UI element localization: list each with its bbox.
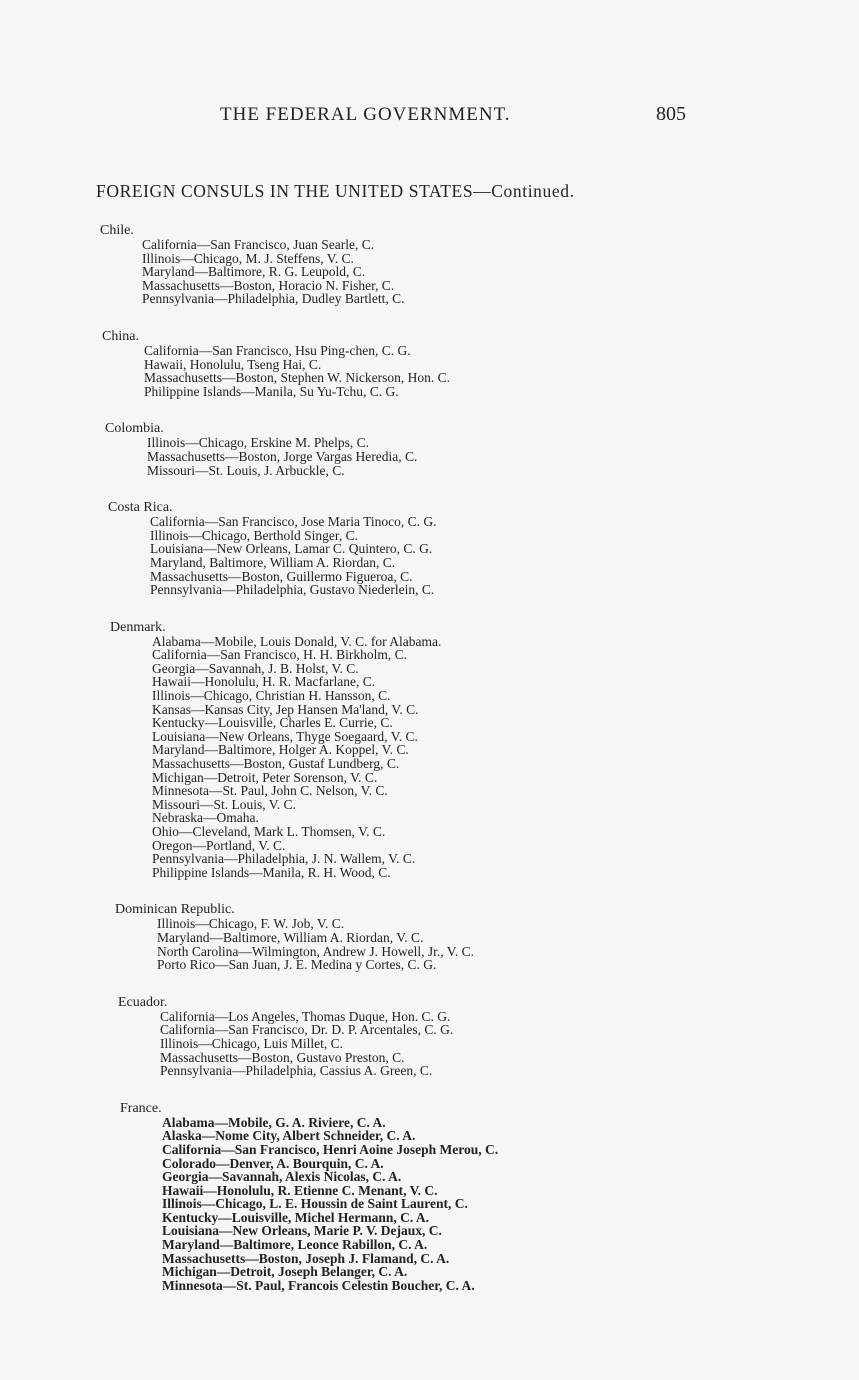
consul-entry: Illinois—Chicago, L. E. Houssin de Saint Laurent, C. bbox=[162, 1196, 468, 1212]
consul-entry: Illinois—Chicago, F. W. Job, V. C. bbox=[157, 916, 345, 932]
consul-entry: Minnesota—St. Paul, John C. Nelson, V. C. bbox=[152, 783, 388, 799]
consul-entry: Pennsylvania—Philadelphia, Dudley Bartlett, C. bbox=[142, 291, 405, 307]
consul-entry: Minnesota—St. Paul, Francois Celestin Boucher, C. A. bbox=[162, 1277, 475, 1293]
consul-entry: Missouri—St. Louis, V. C. bbox=[152, 796, 296, 812]
consul-entry: Philippine Islands—Manila, R. H. Wood, C. bbox=[152, 864, 391, 880]
consul-list bbox=[115, 917, 738, 971]
consul-entry: Illinois—Chicago, M. J. Steffens, V. C. bbox=[142, 250, 354, 266]
country-name: France. bbox=[120, 1100, 162, 1116]
country-name: China. bbox=[102, 328, 139, 344]
consul-listing bbox=[98, 224, 738, 1316]
consul-entry: Alaska—Nome City, Albert Schneider, C. A. bbox=[162, 1128, 416, 1144]
consul-entry: California—San Francisco, Dr. D. P. Arcentales, C. G. bbox=[160, 1022, 454, 1038]
consul-entry: Missouri—St. Louis, J. Arbuckle, C. bbox=[147, 462, 345, 478]
consul-entry: Hawaii, Honolulu, Tseng Hai, C. bbox=[144, 356, 322, 372]
consul-entry: California—San Francisco, H. H. Birkholm, C. bbox=[152, 647, 407, 663]
consul-entry: Alabama—Mobile, G. A. Riviere, C. A. bbox=[162, 1114, 386, 1130]
consul-entry: Massachusetts—Boston, Guillermo Figueroa, C. bbox=[150, 568, 413, 584]
consul-list bbox=[108, 515, 738, 597]
consul-entry: Louisiana—New Orleans, Lamar C. Quintero, C. G. bbox=[150, 541, 433, 557]
consul-entry: Massachusetts—Boston, Horacio N. Fisher, C. bbox=[142, 277, 395, 293]
consul-entry: Maryland, Baltimore, William A. Riordan, C. bbox=[150, 554, 396, 570]
consul-entry: Massachusetts—Boston, Stephen W. Nickerson, Hon. C. bbox=[144, 370, 450, 386]
country-name: Costa Rica. bbox=[108, 500, 173, 516]
consul-entry: Philippine Islands—Manila, Su Yu-Tchu, C. G. bbox=[144, 383, 399, 399]
consul-entry: Pennsylvania—Philadelphia, Gustavo Niederlein, C. bbox=[150, 582, 435, 598]
country-name: Dominican Republic. bbox=[115, 902, 235, 918]
consul-entry: Illinois—Chicago, Erskine M. Phelps, C. bbox=[147, 435, 369, 451]
consul-entry: Michigan—Detroit, Joseph Belanger, C. A. bbox=[162, 1264, 408, 1280]
consul-entry: Colorado—Denver, A. Bourquin, C. A. bbox=[162, 1155, 384, 1171]
country-block bbox=[102, 330, 738, 398]
country-block bbox=[120, 1102, 738, 1293]
consul-entry: Illinois—Chicago, Christian H. Hansson, C. bbox=[152, 688, 391, 704]
consul-entry: Kentucky—Louisville, Charles E. Currie, C. bbox=[152, 715, 393, 731]
consul-entry: Hawaii—Honolulu, R. Etienne C. Menant, V. C. bbox=[162, 1182, 438, 1198]
section-title: FOREIGN CONSULS IN THE UNITED STATES—Continued. bbox=[96, 181, 575, 201]
consul-entry: Pennsylvania—Philadelphia, Cassius A. Green, C. bbox=[160, 1063, 433, 1079]
consul-entry: Hawaii—Honolulu, H. R. Macfarlane, C. bbox=[152, 674, 376, 690]
country-block bbox=[108, 501, 738, 597]
consul-entry: Illinois—Chicago, Luis Millet, C. bbox=[160, 1035, 343, 1051]
consul-entry: Porto Rico—San Juan, J. E. Medina y Cortes, C. G. bbox=[157, 957, 437, 973]
page-number: 805 bbox=[656, 103, 686, 125]
consul-entry: North Carolina—Wilmington, Andrew J. Howell, Jr., V. C. bbox=[157, 943, 474, 959]
consul-entry: Massachusetts—Boston, Gustavo Preston, C. bbox=[160, 1049, 405, 1065]
country-block bbox=[100, 224, 738, 306]
consul-entry: California—San Francisco, Juan Searle, C. bbox=[142, 237, 375, 252]
consul-entry: Massachusetts—Boston, Gustaf Lundberg, C. bbox=[152, 756, 400, 772]
consul-entry: Illinois—Chicago, Berthold Singer, C. bbox=[150, 527, 358, 543]
consul-entry: Maryland—Baltimore, R. G. Leupold, C. bbox=[142, 264, 366, 280]
consul-entry: Kansas—Kansas City, Jep Hansen Ma'land, V. C. bbox=[152, 701, 419, 717]
consul-entry: Michigan—Detroit, Peter Sorenson, V. C. bbox=[152, 769, 378, 785]
country-name: Denmark. bbox=[110, 619, 166, 635]
consul-entry: Georgia—Savannah, Alexis Nicolas, C. A. bbox=[162, 1169, 402, 1185]
consul-entry: Pennsylvania—Philadelphia, J. N. Wallem, V. C. bbox=[152, 851, 416, 867]
consul-list bbox=[118, 1010, 738, 1078]
country-block bbox=[115, 903, 738, 971]
consul-entry: Maryland—Baltimore, William A. Riordan, V. C. bbox=[157, 929, 424, 945]
consul-list bbox=[120, 1116, 738, 1293]
consul-list bbox=[110, 635, 738, 880]
consul-entry: Maryland—Baltimore, Holger A. Koppel, V. C. bbox=[152, 742, 409, 758]
consul-entry: California—San Francisco, Henri Aoine Joseph Merou, C. bbox=[162, 1141, 499, 1157]
consul-entry: Alabama—Mobile, Louis Donald, V. C. for Alabama. bbox=[152, 633, 442, 649]
consul-entry: Massachusetts—Boston, Joseph J. Flamand, C. A. bbox=[162, 1250, 450, 1266]
country-name: Chile. bbox=[100, 223, 134, 238]
consul-list bbox=[105, 436, 738, 477]
consul-entry: Oregon—Portland, V. C. bbox=[152, 837, 286, 853]
consul-entry: California—Los Angeles, Thomas Duque, Hon. C. G. bbox=[160, 1008, 451, 1024]
consul-entry: Massachusetts—Boston, Jorge Vargas Heredia, C. bbox=[147, 448, 418, 464]
country-block bbox=[118, 996, 738, 1078]
running-head bbox=[220, 104, 686, 130]
country-name: Colombia. bbox=[105, 421, 164, 437]
consul-list bbox=[100, 238, 738, 306]
country-block bbox=[110, 621, 738, 880]
consul-entry: California—San Francisco, Jose Maria Tinoco, C. G. bbox=[150, 514, 437, 530]
consul-entry: Louisiana—New Orleans, Thyge Soegaard, V. C. bbox=[152, 728, 418, 744]
consul-entry: Nebraska—Omaha. bbox=[152, 810, 259, 826]
consul-list bbox=[102, 344, 738, 398]
consul-entry: Maryland—Baltimore, Leonce Rabillon, C. A. bbox=[162, 1237, 428, 1253]
country-name: Ecuador. bbox=[118, 994, 168, 1010]
consul-entry: Louisiana—New Orleans, Marie P. V. Dejaux, C. bbox=[162, 1223, 442, 1239]
consul-entry: Ohio—Cleveland, Mark L. Thomsen, V. C. bbox=[152, 824, 386, 839]
country-block bbox=[105, 422, 738, 477]
consul-entry: California—San Francisco, Hsu Ping-chen, C. G. bbox=[144, 342, 411, 358]
consul-entry: Kentucky—Louisville, Michel Hermann, C. A. bbox=[162, 1209, 430, 1225]
consul-entry: Georgia—Savannah, J. B. Holst, V. C. bbox=[152, 660, 359, 676]
running-title: THE FEDERAL GOVERNMENT. bbox=[220, 104, 511, 125]
